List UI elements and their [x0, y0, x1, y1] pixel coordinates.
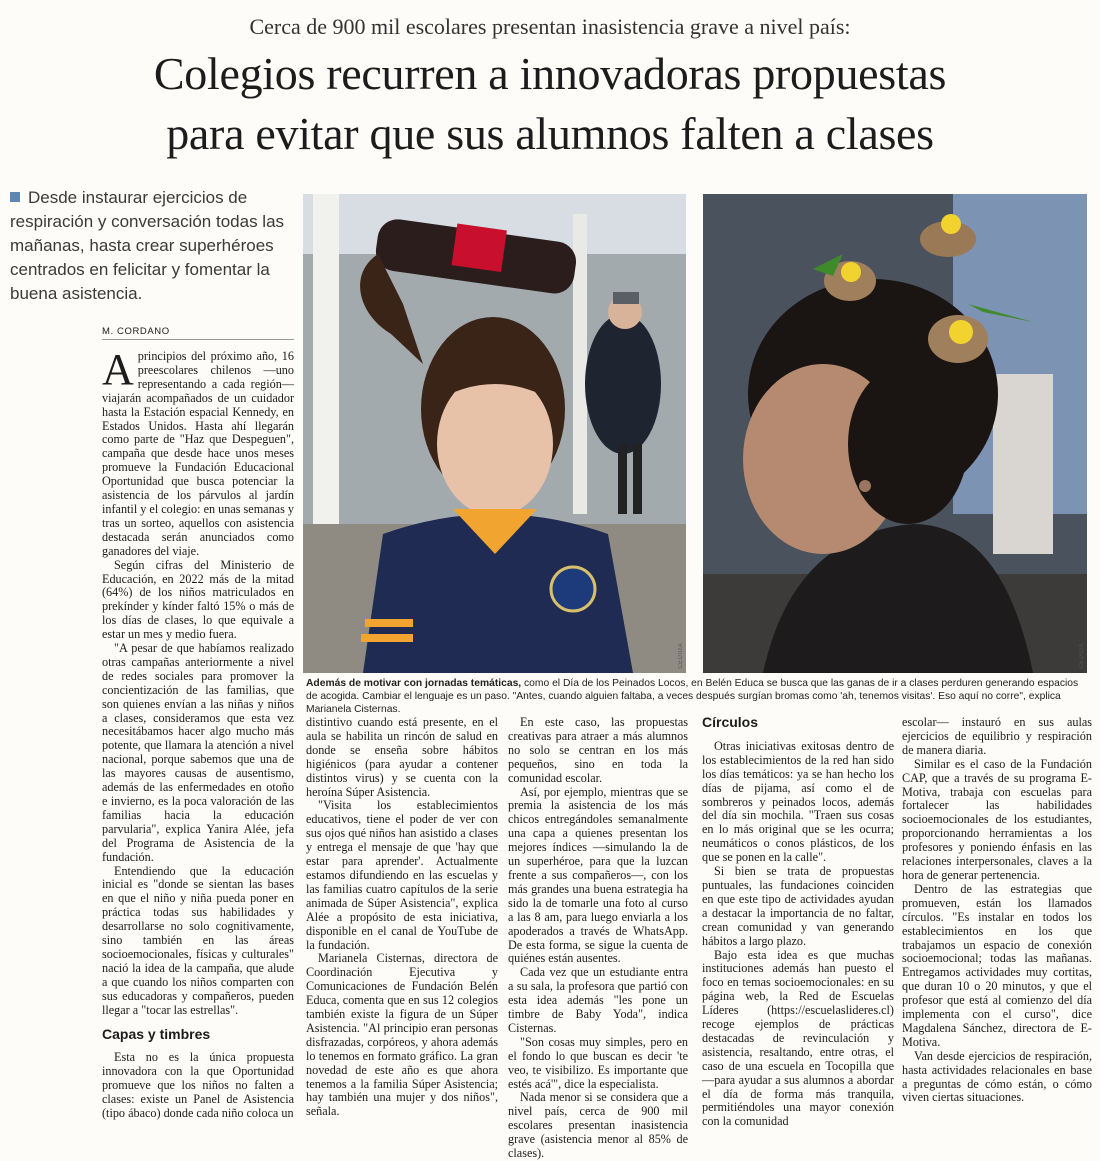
paragraph: Similar es el caso de la Fundación CAP, que a través de su programa E-Motiva, trabaja con escuelas para fortalecer las habilidades socioemocionales de los estudiantes, proporcionando herramientas a los profesores y poniendo énfasis en las relaciones interpersonales, claves a la hora de generar pertenencia. [902, 756, 1092, 882]
paragraph: Si bien se trata de propuestas puntuales, las fundaciones coinciden en que este tipo de actividades ayudan a destacar la importancia de no faltar, crean comunidad y van generando hábitos a largo plazo. [702, 864, 894, 948]
column-1 [102, 345, 294, 1121]
headline-line-2: para evitar que sus alumnos falten a clases [166, 108, 934, 159]
paragraph: "Visita los establecimientos educativos, tiene el poder de ver con sus ojos qué niños han asistido a clases y entrega el mensaje de que 'hay que estar para aprender'. Actualmente estamos difundiendo en las escuelas y las familias cuatro capítulos de la serie animada de Súper Asistencia", explica Alée a propósito de esta iniciativa, disponible en el canal de YouTube de la fundación. [306, 798, 498, 952]
photo-girl-nest-illustration [703, 194, 1087, 673]
caption-bold: Además de motivar con jornadas temáticas, [306, 678, 522, 689]
paragraph: "Son cosas muy simples, pero en el fondo lo que buscan es decir 'te veo, te visibilizo. Es importante que estés acá'", dice la especialista. [508, 1034, 688, 1091]
paragraph: Según cifras del Ministerio de Educación, en 2022 más de la mitad (64%) de los niños matriculados en prekínder y kínder faltó 15% o más de los días de clases, lo que equivale a estar un mes y medio fuera. [102, 557, 294, 642]
photo-caption [306, 677, 1090, 716]
paragraph: Así, por ejemplo, mientras que se premia la asistencia de los más chicos entregándoles semanalmente una capa a quienes presentan los mejores índices —simulando la de un superhéroe, para que la luzcan frente a sus compañeros—, con los más grandes una buena estrategia ha sido la de tomarle una foto al curso a las 8 am, para luego enviarla a los apoderados a través de WhatsApp. De esta forma, se sigue la cuenta de quiénes están ausentes. [508, 784, 688, 966]
subheading-capas-y-timbres: Capas y timbres [102, 1025, 211, 1042]
paragraph: Bajo esta idea es que muchas instituciones además han puesto el foco en temas socioemocionales: en su página web, la Red de Escuelas Líderes (https://escuelaslideres.cl) recoge ejemplos de prácticas destacadas de revinculación y asistencia, resaltando, entre otras, el caso de una escuela en Tocopilla que —para ayudar a sus alumnos a abordar el día de forma más tranquila, permitiéndoles una mayor conexión con la comunidad [702, 947, 894, 1129]
photo-credit-left: CEDIDA [678, 643, 684, 669]
column-2 [306, 716, 498, 1119]
paragraph: Esta no es la única propuesta innovadora con la que Oportunidad promueve que los niños no falten a clases: existe un Panel de Asistencia (tipo ábaco) donde cada niño coloca un [102, 1050, 294, 1121]
headline [0, 44, 1100, 164]
paragraph: distintivo cuando está presente, en el aula se habilita un rincón de salud en donde se enseña sobre hábitos higiénicos (para ayudar a contener distintos virus) y se cuenta con la heroína Súper Asistencia. [306, 715, 498, 799]
square-bullet-icon [10, 192, 20, 202]
paragraph: Otras iniciativas exitosas dentro de los establecimientos de la red han sido los días temáticos: ya se han hecho los días de pijama, así como el de sombreros y peinados locos, además del día sin mochila. "Traen sus cosas en lo más original que se les ocurra; neumáticos o conos plásticos, de los que se ponen en la calle". [702, 738, 894, 865]
paragraph: Dentro de las estrategias que promueven, están los llamados círculos. "Es instalar en todos los establecimientos en los que trabajamos un espacio de conexión socioemocional; todas las mañanas. Entregamos actividades muy cortitas, que duran 10 o 20 minutos, y que el profesor que está al comienzo del día implementa con el curso", dice Magdalena Sánchez, directora de E-Motiva. [902, 881, 1092, 1049]
caption-text: como el Día de los Peinados Locos, en Belén Educa se busca que las ganas de ir a clases perduren generando espacios de acogida. Cambiar el lenguaje es un paso. "Antes, cuando alguien faltaba, a veces después surgían bromas como 'ah, tenemos visitas'. Eso aquí no corre", explica Marianela Cisternas. [306, 678, 1079, 715]
paragraph: En este caso, las propuestas creativas para atraer a más alumnos no solo se centran en los más pequeños, sino en toda la comunidad escolar. [508, 715, 688, 785]
photo-credit-right: CEDIDA [1079, 643, 1085, 669]
paragraph: Van desde ejercicios de respiración, hasta actividades relacionales en base a preguntas de cómo están, o cómo viven ciertas situaciones. [902, 1048, 1092, 1105]
paragraph: escolar— instauró en sus aulas ejercicios de equilibrio y respiración de manera diaria. [902, 715, 1092, 757]
column-5 [902, 716, 1092, 1105]
paragraph [102, 345, 294, 559]
subheading-circulos: Círculos [702, 714, 759, 730]
paragraph: Marianela Cisternas, directora de Coordinación Ejecutiva y Comunicaciones de Fundación Belén Educa, comenta que en sus 12 colegios también existe la figura de un Súper Asistencia. "Al principio eran personas disfrazadas, corpóreos, y ahora además lo tenemos en formato gráfico. La gran novedad de este año es que ahora tenemos a la familia Súper Asistencia; hay también una mujer y dos niños", señala. [306, 951, 498, 1119]
byline: M. CORDANO [102, 326, 294, 340]
column-4 [702, 716, 894, 1129]
photo-girl-bottle-illustration [303, 194, 686, 673]
headline-line-1: Colegios recurren a innovadoras propuestas [153, 48, 947, 99]
paragraph: Cada vez que un estudiante entra a su sala, la profesora que partió con esta idea además "les pone un timbre de Baby Yoda", indica Cisternas. [508, 965, 688, 1035]
summary-text: Desde instaurar ejercicios de respiración y conversación todas las mañanas, hasta crear superhéroes centrados en felicitar y fomentar la buena asistencia. [10, 188, 285, 303]
photo-girl-nest-hairdo [703, 194, 1087, 673]
paragraph: "A pesar de que habíamos realizado otras campañas anteriormente a nivel de redes sociales para promover la concientización de las familias, que son quienes envían a las niñas y niños a clases, consideramos que esta vez necesitábamos hacer algo mucho más potente, que llamara la atención a nivel nacional, porque sabemos que una de las mayores causas de ausentismo, además de las enfermedades en otoño e invierno, es la poca valoración de las familias hacia la educación parvularia", explica Yanira Alée, jefa del Programa de Asistencia de la fundación. [102, 641, 294, 864]
kicker: Cerca de 900 mil escolares presentan inasistencia grave a nivel país: [249, 14, 851, 39]
drop-cap: A [102, 345, 134, 394]
paragraph: Entendiendo que la educación inicial es "donde se sientan las bases en que el niño y niña pueda poner en práctica todas sus habilidades y desarrollarse no solo cognitivamente, sino también en las áreas socioemocionales, físicas y culturales" nació la idea de la campaña, que alude a que cuando los niños comparten con sus educadoras y compañeros, pueden llegar a "tocar las estrellas". [102, 863, 294, 1017]
paragraph: Nada menor si se considera que a nivel país, cerca de 900 mil escolares presentan inasistencia grave (asistencia menor al 85% de clases). [508, 1090, 688, 1161]
paragraph-text: principios del próximo año, 16 preescolares chilenos —uno representando a cada región— viajarán acompañados de un cuidador hasta la Estación espacial Kennedy, en Estados Unidos. Hasta ahí llegarán como parte de "Haz que Despeguen", campaña que desde hace unos meses promueve la Fundación Educacional Oportunidad que busca potenciar la asistencia de los párvulos al jardín infantil y el colegio: en unas semanas y tras un sorteo, aquellos con asistencia destacada serán anunciados como ganadores del viaje. [102, 349, 294, 558]
summary [10, 186, 295, 306]
photo-girl-bottle-hairdo [303, 194, 686, 673]
column-3 [508, 716, 688, 1161]
